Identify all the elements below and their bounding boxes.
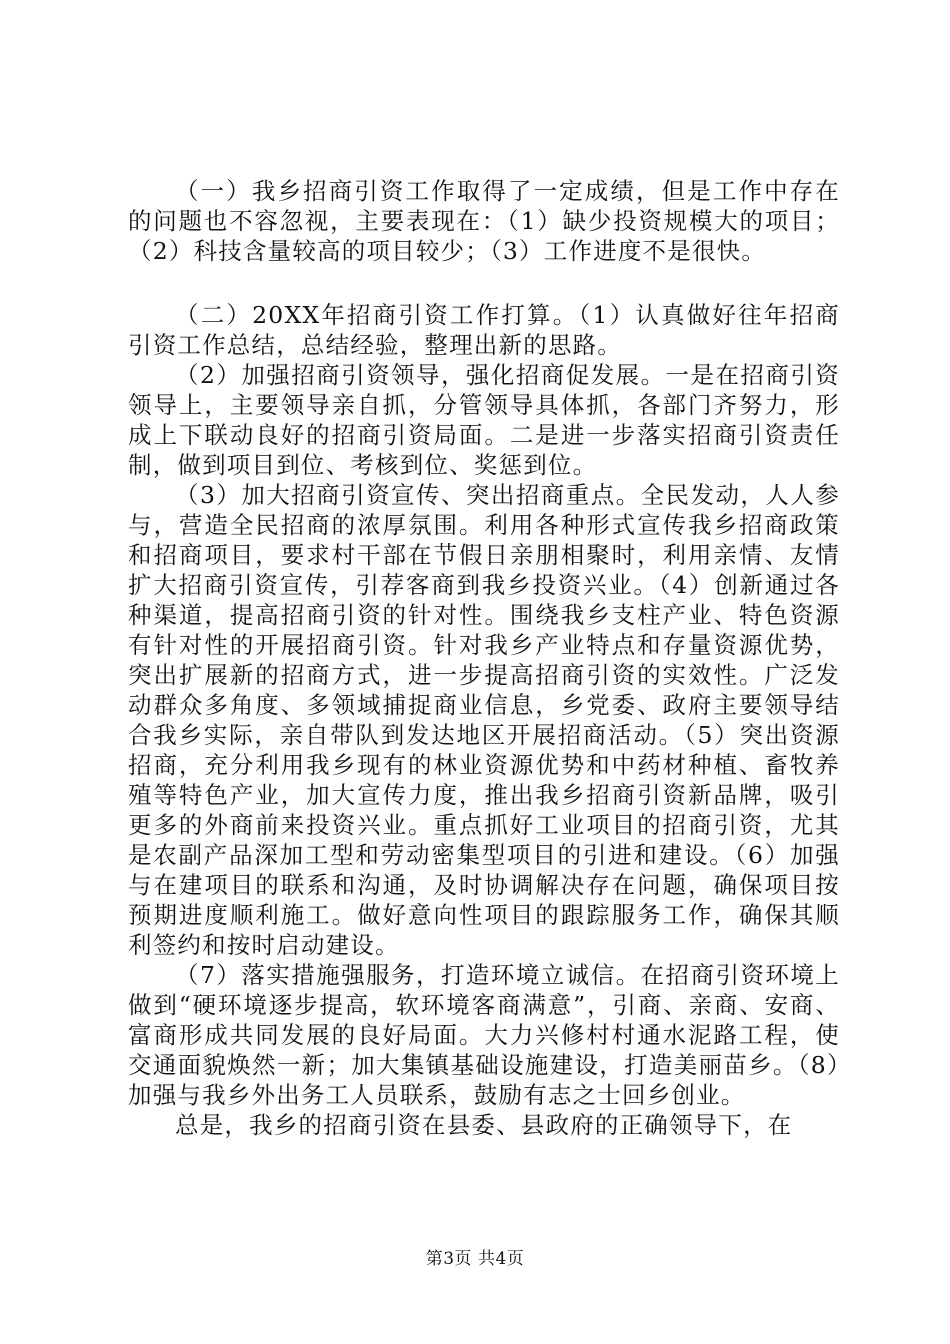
paragraph-leadership: （2）加强招商引资领导，强化招商促发展。一是在招商引资领导上，主要领导亲自抓，分管领导具体抓，各部门齐努力，形成上下联动良好的招商引资局面。二是进一步落实招商引资责任制，做到项目到位、考核到位、奖惩到位。 — [128, 361, 840, 479]
paragraph-summary: 总是，我乡的招商引资在县委、县政府的正确领导下，在 — [175, 1111, 793, 1139]
page-number-footer: 第3页 共4页 — [425, 1249, 525, 1269]
section-one — [128, 176, 840, 266]
paragraph-environment: （7）落实措施强服务，打造环境立诚信。在招商引资环境上做到“硬环境逐步提高，软环境客商满意”，引商、亲商、安商、富商形成共同发展的良好局面。大力兴修村村通水泥路工程，使交通面貌焕然一新；加大集镇基础设施建设，打造美丽苗乡。（8）加强与我乡外出务工人员联系，鼓励有志之士回乡创业。 — [128, 961, 840, 1109]
paragraph-problems: （一）我乡招商引资工作取得了一定成绩，但是工作中存在的问题也不容忽视，主要表现在：（1）缺少投资规模大的项目；（2）科技含量较高的项目较少；（3）工作进度不是很快。 — [128, 177, 840, 265]
section-two — [128, 300, 840, 1140]
paragraph-promotion: （3）加大招商引资宣传、突出招商重点。全民发动，人人参与，营造全民招商的浓厚氛围。利用各种形式宣传我乡招商政策和招商项目，要求村干部在节假日亲朋相聚时，利用亲情、友情扩大招商引资宣传，引荐客商到我乡投资兴业。（4）创新通过各种渠道，提高招商引资的针对性。围绕我乡支柱产业、特色资源有针对性的开展招商引资。针对我乡产业特点和存量资源优势，突出扩展新的招商方式，进一步提高招商引资的实效性。广泛发动群众多角度、多领域捕捉商业信息，乡党委、政府主要领导结合我乡实际，亲自带队到发达地区开展招商活动。（5）突出资源招商，充分利用我乡现有的林业资源优势和中药材种植、畜牧养殖等特色产业，加大宣传力度，推出我乡招商引资新品牌，吸引更多的外商前来投资兴业。重点抓好工业项目的招商引资，尤其是农副产品深加工型和劳动密集型项目的引进和建设。（6）加强与在建项目的联系和沟通，及时协调解决存在问题，确保项目按预期进度顺利施工。做好意向性项目的跟踪服务工作，确保其顺利签约和按时启动建设。 — [128, 481, 840, 959]
paragraph-plan-intro: （二）20XX年招商引资工作打算。（1）认真做好往年招商引资工作总结，总结经验，整理出新的思路。 — [128, 301, 840, 359]
